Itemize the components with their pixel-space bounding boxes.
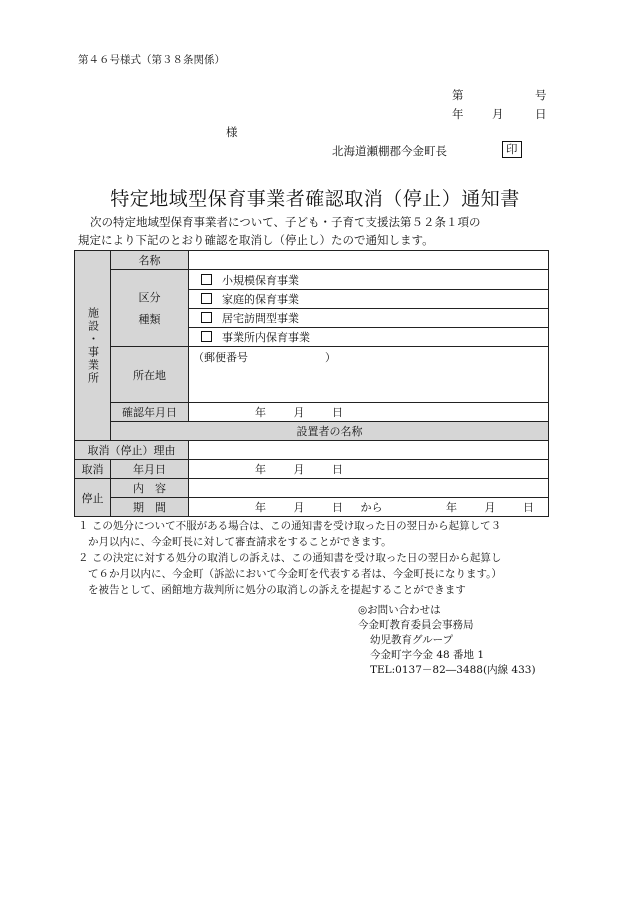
name-field[interactable] bbox=[189, 251, 549, 270]
cancel-date-label: 年月日 bbox=[111, 460, 189, 479]
form-number: 第４６号様式（第３８条関係） bbox=[78, 54, 225, 66]
facility-header: 施設・事業所 bbox=[86, 306, 100, 385]
period-field[interactable] bbox=[189, 498, 549, 517]
category-option-label: 家庭的保育事業 bbox=[222, 292, 299, 306]
suspend-label: 停止 bbox=[75, 479, 111, 517]
reason-field[interactable] bbox=[189, 441, 549, 460]
month-label: 月 bbox=[293, 463, 305, 476]
contact-org: 今金町教育委員会事務局 bbox=[358, 619, 474, 631]
day-label: 日 bbox=[332, 501, 343, 514]
note-1-line-2: か月以内に、今金町長に対して審査請求をすることができます。 bbox=[88, 536, 392, 548]
day-label: 日 bbox=[332, 463, 343, 476]
confirm-date-field[interactable] bbox=[189, 403, 549, 422]
category-option[interactable] bbox=[189, 290, 548, 309]
cancel-date-field[interactable] bbox=[189, 460, 549, 479]
day-label: 日 bbox=[332, 406, 343, 419]
seal-box: 印 bbox=[502, 141, 522, 158]
number-suffix: 号 bbox=[535, 88, 547, 102]
page-title: 特定地域型保育事業者確認取消（停止）通知書 bbox=[110, 188, 520, 210]
checkbox[interactable] bbox=[201, 312, 212, 323]
day-label: 日 bbox=[523, 501, 534, 514]
intro-line-1: 次の特定地域型保育事業者について、子ども・子育て支援法第５２条１項の bbox=[90, 215, 481, 229]
issuer: 北海道瀬棚郡今金町長 bbox=[332, 144, 447, 158]
category-option-label: 居宅訪問型事業 bbox=[222, 311, 299, 325]
category-label: 区分 bbox=[138, 291, 161, 304]
confirm-date-label: 確認年月日 bbox=[111, 403, 189, 422]
note-2-line-3: を被告として、函館地方裁判所に処分の取消しの訴えを提起することができます bbox=[88, 584, 466, 596]
checkbox[interactable] bbox=[201, 293, 212, 304]
checkbox[interactable] bbox=[201, 331, 212, 342]
category-option-label: 事業所内保育事業 bbox=[222, 330, 310, 344]
cancel-label: 取消 bbox=[75, 460, 111, 479]
facility-header-cell bbox=[75, 251, 111, 441]
content-field[interactable] bbox=[189, 479, 549, 498]
contact-address: 今金町字今金 48 番地 1 bbox=[370, 649, 485, 661]
header-month: 月 bbox=[492, 107, 504, 121]
year-label: 年 bbox=[255, 406, 266, 419]
notice-table bbox=[74, 250, 549, 517]
month-label: 月 bbox=[293, 501, 305, 514]
category-option[interactable] bbox=[189, 271, 548, 290]
year-label: 年 bbox=[255, 463, 266, 476]
founder-name-label: 設置者の名称 bbox=[111, 422, 549, 441]
contact-block bbox=[358, 603, 536, 678]
from-label: から bbox=[360, 501, 383, 514]
location-label: 所在地 bbox=[111, 347, 189, 403]
note-1-line-1: １ この処分について不服がある場合は、この通知書を受け取った日の翌日から起算して３ bbox=[78, 520, 502, 532]
number-prefix: 第 bbox=[452, 88, 464, 102]
header-year: 年 bbox=[452, 107, 464, 121]
category-options bbox=[189, 270, 549, 347]
addressee-suffix: 様 bbox=[226, 125, 238, 139]
postal-label: （郵便番号 ） bbox=[193, 351, 336, 364]
month-label: 月 bbox=[293, 406, 305, 419]
month-label: 月 bbox=[484, 501, 496, 514]
contact-heading: ◎お問い合わせは bbox=[358, 604, 441, 616]
period-label: 期 間 bbox=[111, 498, 189, 517]
location-field[interactable] bbox=[189, 347, 549, 403]
note-2-line-1: ２ この決定に対する処分の取消しの訴えは、この通知書を受け取った日の翌日から起算し bbox=[78, 552, 502, 564]
contact-tel: TEL:0137－82―3488(内線 433) bbox=[370, 664, 536, 676]
note-2-line-2: て６か月以内に、今金町（訴訟において今金町を代表する者は、今金町長になります。） bbox=[88, 568, 502, 580]
year-label: 年 bbox=[255, 501, 266, 514]
year-label: 年 bbox=[446, 501, 457, 514]
notes bbox=[78, 518, 558, 598]
type-label: 種類 bbox=[138, 313, 161, 326]
category-option[interactable] bbox=[189, 328, 548, 346]
reason-label: 取消（停止）理由 bbox=[75, 441, 189, 460]
checkbox[interactable] bbox=[201, 274, 212, 285]
category-option-label: 小規模保育事業 bbox=[222, 273, 299, 287]
category-label-cell bbox=[111, 270, 189, 347]
contact-group: 幼児教育グループ bbox=[370, 634, 454, 646]
header-day: 日 bbox=[535, 107, 547, 121]
category-option[interactable] bbox=[189, 309, 548, 328]
intro-line-2: 規定により下記のとおり確認を取消し（停止し）たので通知します。 bbox=[78, 233, 434, 247]
name-label: 名称 bbox=[111, 251, 189, 270]
content-label: 内 容 bbox=[111, 479, 189, 498]
